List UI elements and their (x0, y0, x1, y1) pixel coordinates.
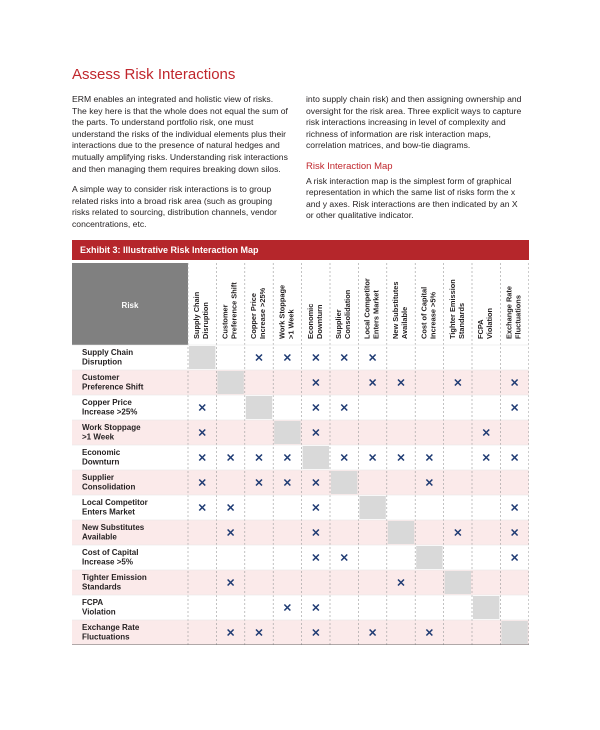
diagonal-cell (217, 371, 243, 394)
interaction-x-mark: ✕ (396, 577, 406, 590)
interaction-x-mark: ✕ (311, 477, 321, 490)
interaction-x-mark: ✕ (311, 627, 321, 640)
interaction-x-mark: ✕ (396, 377, 406, 390)
interaction-x-mark: ✕ (254, 477, 264, 490)
interaction-x-mark: ✕ (367, 627, 378, 640)
interaction-x-mark: ✕ (225, 627, 236, 640)
diagonal-cell (274, 421, 300, 444)
row-header-label: Supply Chain Disruption (82, 348, 134, 367)
corner-header-label: Risk (121, 301, 139, 310)
interaction-x-mark: ✕ (396, 452, 406, 465)
interaction-x-mark: ✕ (197, 402, 207, 415)
interaction-x-mark: ✕ (282, 452, 293, 465)
interaction-x-mark: ✕ (509, 527, 520, 540)
interaction-x-mark: ✕ (311, 402, 321, 415)
row-header-label: Economic Downturn (82, 448, 121, 467)
row-header-label: FCPA Violation (82, 598, 116, 617)
diagonal-cell (246, 396, 272, 419)
interaction-x-mark: ✕ (311, 502, 321, 515)
row-header-label: New Substitutes Available (82, 523, 145, 542)
interaction-x-mark: ✕ (254, 627, 264, 640)
diagonal-cell (416, 546, 442, 569)
interaction-x-mark: ✕ (424, 477, 435, 490)
interaction-x-mark: ✕ (367, 452, 378, 465)
row-header-label: Cost of Capital Increase >5% (82, 548, 139, 567)
interaction-x-mark: ✕ (509, 502, 520, 515)
column-header-label: Local CompetitorEnters Market (362, 278, 381, 339)
row-header-label: Local Competitor Enters Market (82, 498, 148, 517)
column-header-label: SupplierConsolidation (334, 289, 353, 339)
interaction-x-mark: ✕ (453, 527, 463, 540)
interaction-x-mark: ✕ (225, 527, 236, 540)
diagonal-cell (303, 446, 329, 469)
risk-interaction-map-heading: Risk Interaction Map (306, 160, 393, 172)
interaction-x-mark: ✕ (225, 452, 236, 465)
row-header-label: Tighter Emission Standards (82, 573, 147, 592)
column-header-label: Tighter EmissionStandards (447, 279, 466, 339)
column-header-label: Exchange RateFluctuations (504, 286, 523, 339)
column-header-label: CustomerPreference Shift (220, 282, 239, 339)
table-row-shading (72, 620, 529, 645)
column-header-label: Cost of CapitalIncrease >5% (419, 286, 438, 339)
interaction-x-mark: ✕ (197, 502, 207, 515)
interaction-x-mark: ✕ (509, 552, 520, 565)
interaction-x-mark: ✕ (197, 452, 207, 465)
left-text-column (72, 94, 290, 240)
interaction-x-mark: ✕ (282, 602, 293, 615)
interaction-x-mark: ✕ (311, 602, 321, 615)
interaction-x-mark: ✕ (367, 352, 378, 365)
interaction-x-mark: ✕ (282, 352, 293, 365)
paragraph-erm-intro: ERM enables an integrated and holistic view of risks. The key here is that the whole does not equal the sum of the parts. To understand portfolio risk, one must understand the risks of the individual elements plus their interactions due to the presence of natural hedges and mutually amplifying risks. Understanding risk interactions and then managing them requires breaking down silos. (72, 94, 288, 174)
page-title: Assess Risk Interactions (72, 66, 236, 83)
interaction-x-mark: ✕ (424, 627, 435, 640)
diagonal-cell (359, 496, 385, 519)
column-header-label: Copper PriceIncrease >25% (249, 287, 267, 339)
column-header-label: Work Stoppage>1 Week (277, 284, 296, 339)
paragraph-risk-grouping: A simple way to consider risk interactions is to group related risks into a broad risk area (such as grouping risks related to sourcing, distribution channels, vendor concentrations, etc. (72, 184, 277, 229)
diagonal-cell (388, 521, 414, 544)
interaction-x-mark: ✕ (367, 377, 378, 390)
interaction-x-mark: ✕ (311, 377, 321, 390)
interaction-x-mark: ✕ (311, 427, 321, 440)
paragraph-ownership: into supply chain risk) and then assigning ownership and oversight for the risk area. Three explicit ways to capture risk interactions increasing in level of complexity and richness of information are risk interaction maps, correlation matrices, and bow-tie diagrams. (306, 94, 522, 151)
diagonal-cell (473, 596, 499, 619)
risk-interaction-matrix (72, 263, 529, 645)
interaction-x-mark: ✕ (225, 577, 236, 590)
interaction-x-mark: ✕ (311, 352, 321, 365)
interaction-x-mark: ✕ (481, 427, 491, 440)
column-header-label: New SubstitutesAvailable (391, 281, 409, 339)
interaction-x-mark: ✕ (254, 352, 264, 365)
diagonal-cell (501, 621, 527, 644)
interaction-x-mark: ✕ (509, 377, 520, 390)
interaction-x-mark: ✕ (311, 552, 321, 565)
row-header-label: Work Stoppage >1 Week (82, 423, 141, 442)
interaction-x-mark: ✕ (197, 477, 207, 490)
paragraph-map-definition: A risk interaction map is the simplest form of graphical representation in which the same list of risks form the x and y axes. Risk interactions are then indicated by an X or other qualitative indicator. (306, 175, 518, 221)
interaction-x-mark: ✕ (339, 352, 349, 365)
interaction-x-mark: ✕ (424, 452, 435, 465)
interaction-x-mark: ✕ (254, 452, 264, 465)
column-header-label: EconomicDownturn (305, 303, 324, 339)
table-row-shading (72, 470, 529, 495)
row-header-label: Supplier Consolidation (82, 473, 136, 492)
interaction-x-mark: ✕ (197, 427, 207, 440)
row-header-label: Customer Preference Shift (82, 373, 144, 392)
interaction-x-mark: ✕ (509, 402, 520, 415)
exhibit-title-bar: Exhibit 3: Illustrative Risk Interaction Map (72, 240, 529, 260)
interaction-x-mark: ✕ (339, 452, 349, 465)
interaction-x-mark: ✕ (311, 527, 321, 540)
interaction-x-mark: ✕ (282, 477, 293, 490)
row-header-label: Exchange Rate Fluctuations (82, 623, 140, 642)
interaction-x-mark: ✕ (453, 377, 463, 390)
diagonal-cell (331, 471, 357, 494)
interaction-x-mark: ✕ (225, 502, 236, 515)
interaction-x-mark: ✕ (339, 402, 349, 415)
right-text-column (306, 94, 524, 231)
row-header-label: Copper Price Increase >25% (82, 398, 138, 417)
interaction-x-mark: ✕ (339, 552, 349, 565)
diagonal-cell (189, 346, 215, 369)
interaction-x-mark: ✕ (481, 452, 491, 465)
column-header-label: Supply ChainDisruption (192, 291, 211, 339)
column-header-label: FCPAViolation (476, 307, 495, 339)
interaction-x-mark: ✕ (509, 452, 520, 465)
diagonal-cell (445, 571, 471, 594)
